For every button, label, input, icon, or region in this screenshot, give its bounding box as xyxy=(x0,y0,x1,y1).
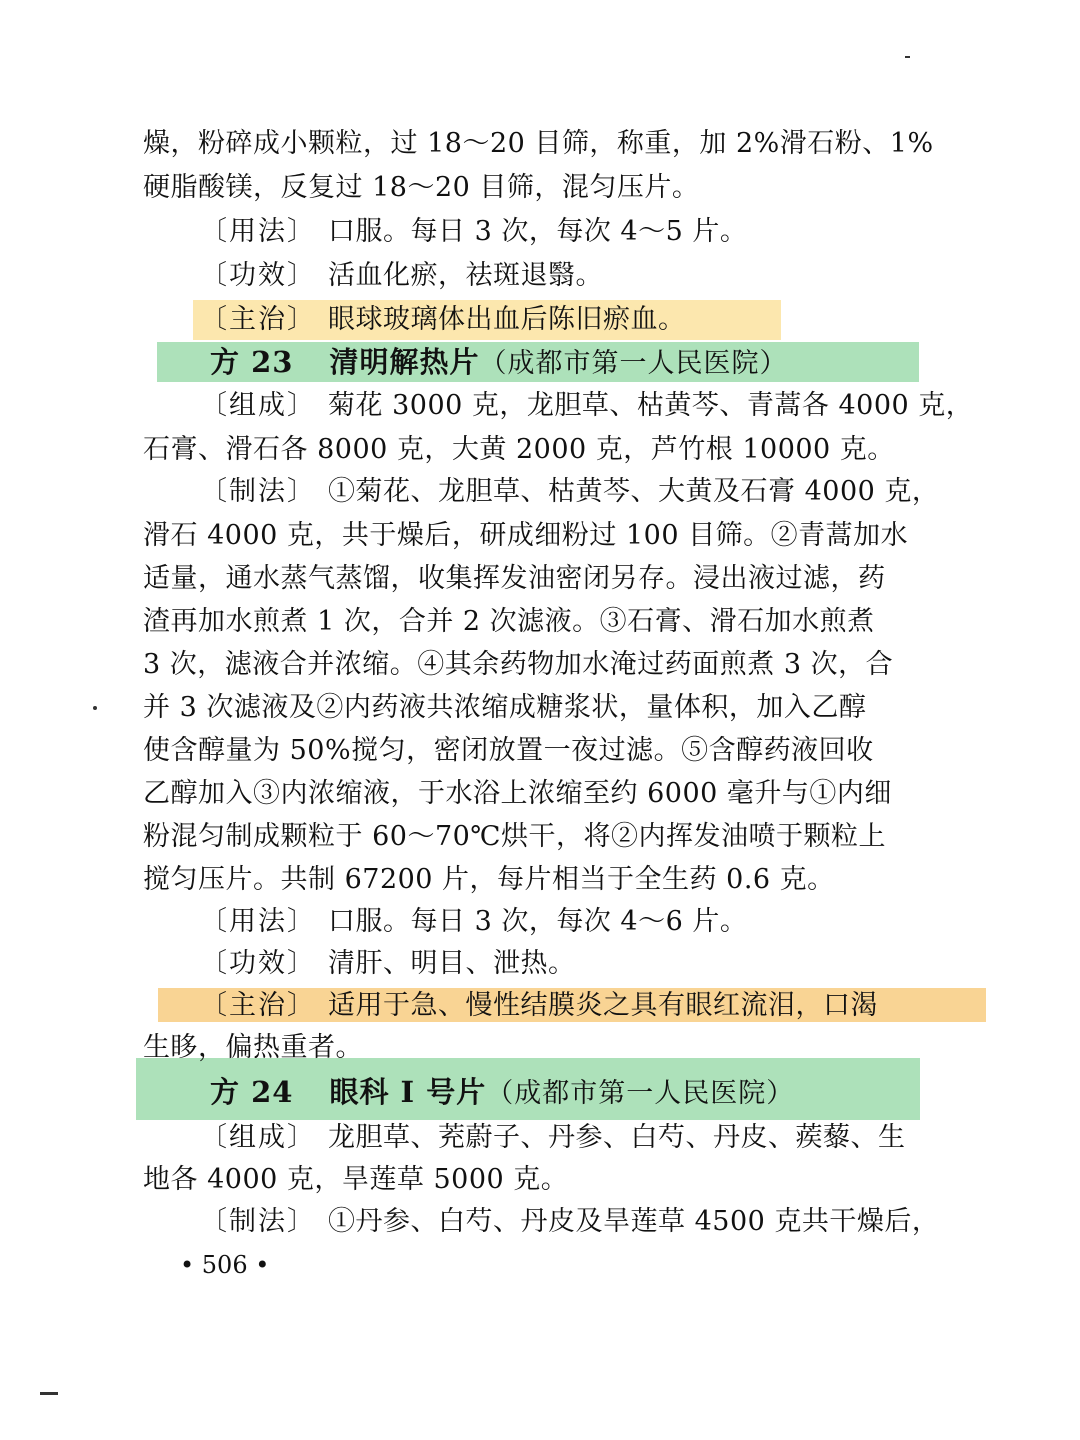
recipe-name: 清明解热片 xyxy=(329,345,480,379)
indication-line xyxy=(200,302,945,338)
recipe-heading-23 xyxy=(210,342,787,384)
section-label: 〔功效〕 xyxy=(200,260,316,291)
section-text: 适用于急、慢性结膜炎之具有眼红流泪，口渴 xyxy=(328,990,878,1021)
recipe-number: 方 24 xyxy=(210,1075,294,1109)
section-text: 眼球玻璃体出血后陈旧瘀血。 xyxy=(328,304,686,335)
scan-speck xyxy=(40,1392,58,1395)
body-line: 3 次，滤液合并浓缩。④其余药物加水淹过药面煎煮 3 次，合 xyxy=(143,649,894,680)
section-label: 〔主治〕 xyxy=(200,990,316,1021)
section-text: 菊花 3000 克，龙胆草、枯黄芩、青蒿各 4000 克， xyxy=(328,390,974,421)
body-line: 并 3 次滤液及②内药液共浓缩成糖浆状，量体积，加入乙醇 xyxy=(143,692,867,723)
composition-line xyxy=(200,388,974,424)
method-line xyxy=(200,1204,945,1240)
body-line: 地各 4000 克，旱莲草 5000 克。 xyxy=(143,1164,569,1195)
recipe-name: 眼科 I 号片 xyxy=(329,1075,487,1109)
indication-line xyxy=(200,988,945,1024)
body-line: 搅匀压片。共制 67200 片，每片相当于全生药 0.6 克。 xyxy=(143,864,835,895)
section-label: 〔用法〕 xyxy=(200,906,316,937)
effect-line xyxy=(200,946,945,982)
body-line: 渣再加水煎煮 1 次，合并 2 次滤液。③石膏、滑石加水煎煮 xyxy=(143,606,875,637)
recipe-source: （成都市第一人民医院） xyxy=(486,1078,795,1109)
method-line xyxy=(200,474,945,510)
page-number: • 506 • xyxy=(180,1251,270,1279)
section-text: 口服。每日 3 次，每次 4～5 片。 xyxy=(328,216,748,247)
section-label: 〔用法〕 xyxy=(200,216,316,247)
body-line: 滑石 4000 克，共于燥后，研成细粉过 100 目筛。②青蒿加水 xyxy=(143,520,909,551)
body-line: 使含醇量为 50%搅匀，密闭放置一夜过滤。⑤含醇药液回收 xyxy=(143,735,874,766)
section-label: 〔组成〕 xyxy=(200,390,316,421)
recipe-source: （成都市第一人民医院） xyxy=(479,348,788,379)
section-text: ①丹参、白芍、丹皮及旱莲草 4500 克共干燥后， xyxy=(328,1206,940,1237)
body-line: 生眵，偏热重者。 xyxy=(143,1032,363,1063)
section-label: 〔组成〕 xyxy=(200,1122,316,1153)
section-text: 龙胆草、茺蔚子、丹参、白芍、丹皮、蒺藜、生 xyxy=(328,1122,906,1153)
effect-line xyxy=(200,258,945,294)
section-text: 清肝、明目、泄热。 xyxy=(328,948,576,979)
section-label: 〔制法〕 xyxy=(200,1206,316,1237)
usage-line xyxy=(200,214,945,250)
section-label: 〔制法〕 xyxy=(200,476,316,507)
section-text: 活血化瘀，祛斑退翳。 xyxy=(328,260,603,291)
usage-line xyxy=(200,904,945,940)
body-line: 石膏、滑石各 8000 克，大黄 2000 克，芦竹根 10000 克。 xyxy=(143,434,895,465)
body-line: 粉混匀制成颗粒于 60～70℃烘干，将②内挥发油喷于颗粒上 xyxy=(143,821,886,852)
scan-speck xyxy=(93,706,97,710)
body-line: 燥，粉碎成小颗粒，过 18～20 目筛，称重，加 2%滑石粉、1% xyxy=(143,128,934,159)
section-text: 口服。每日 3 次，每次 4～6 片。 xyxy=(328,906,748,937)
recipe-heading-24 xyxy=(210,1072,794,1114)
section-label: 〔功效〕 xyxy=(200,948,316,979)
body-line: 适量，通水蒸气蒸馏，收集挥发油密闭另存。浸出液过滤，药 xyxy=(143,563,886,594)
body-line: 乙醇加入③内浓缩液，于水浴上浓缩至约 6000 毫升与①内细 xyxy=(143,778,892,809)
composition-line xyxy=(200,1120,945,1156)
section-text: ①菊花、龙胆草、枯黄芩、大黄及石膏 4000 克， xyxy=(328,476,940,507)
scan-speck xyxy=(905,56,910,58)
body-line: 硬脂酸镁，反复过 18～20 目筛，混匀压片。 xyxy=(143,172,700,203)
recipe-number: 方 23 xyxy=(210,345,294,379)
section-label: 〔主治〕 xyxy=(200,304,316,335)
